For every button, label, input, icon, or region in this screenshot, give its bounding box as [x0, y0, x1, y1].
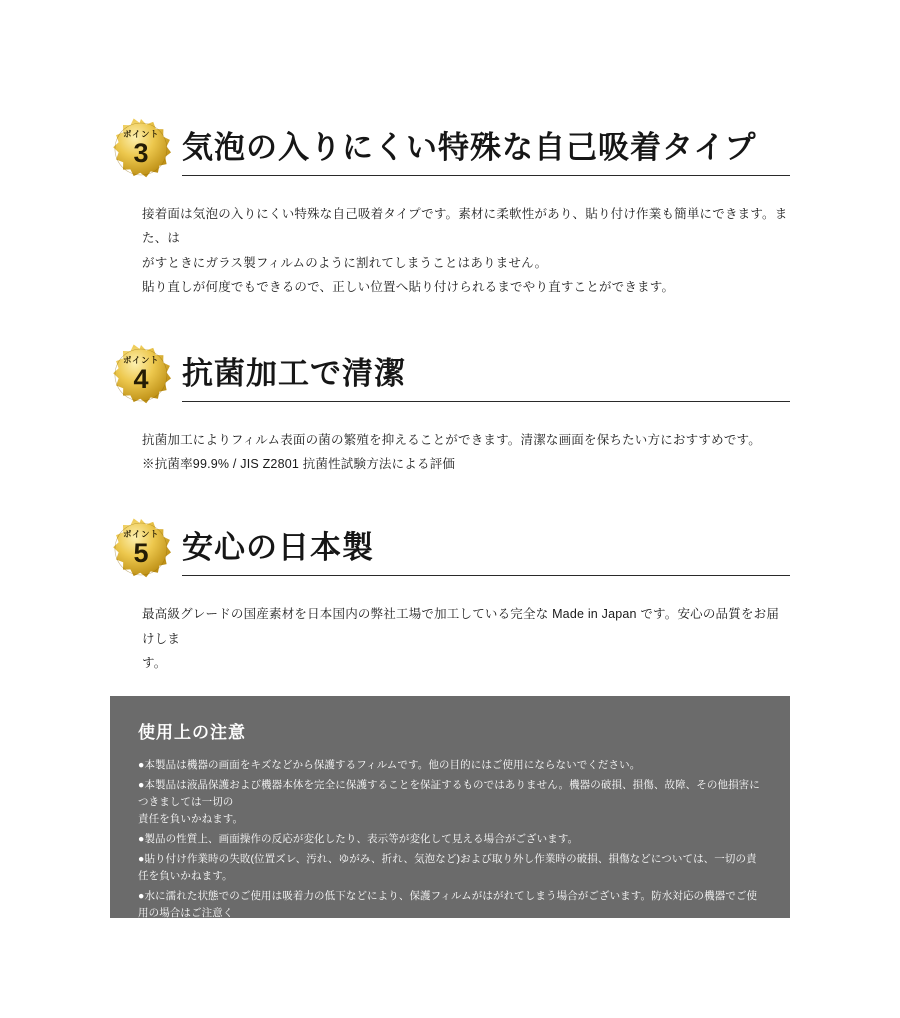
- body-line: がすときにガラス製フィルムのように割れてしまうことはありません。: [142, 255, 548, 270]
- list-item: [138, 757, 762, 774]
- point-section-4: [110, 344, 790, 477]
- point-section-3: [110, 118, 790, 300]
- body-line: 貼り直しが何度でもできるので、正しい位置へ貼り付けられるまでやり直すことができます。: [142, 280, 675, 295]
- point-headline-4: 抗菌加工で清潔: [182, 355, 406, 391]
- body-line: 接着面は気泡の入りにくい特殊な自己吸着タイプです。素材に柔軟性があり、貼り付け作業も簡単にできます。また、は: [142, 207, 788, 246]
- note-line: 責任を負いかねます。: [138, 813, 244, 825]
- usage-notes-panel: [110, 696, 790, 976]
- note-line: ●貼り付け作業時の失敗(位置ズレ、汚れ、ゆがみ、折れ、気泡など)および取り外し作業時の破損、損傷などについては、一切の責任を負いかねます。: [138, 853, 757, 882]
- usage-notes-title: 使用上の注意: [138, 723, 246, 742]
- point-section-5: [110, 518, 790, 675]
- note-line: ●品質向上のため、仕様などを予告なく変更する場合がございますので、予めご了承ください。: [138, 964, 590, 976]
- body-line: 最高級グレードの国産素材を日本国内の弊社工場で加工している完全な Made in Japan です。安心の品質をお届けしま: [142, 607, 780, 646]
- note-line: ●水に濡れた状態でのご使用は吸着力の低下などにより、保護フィルムがはがれてしまう場合がございます。防水対応の機器でご使用の場合はご注意く: [138, 890, 758, 919]
- note-line: ●製品の性質上、画面操作の反応が変化したり、表示等が変化して見える場合がございます。: [138, 833, 579, 845]
- product-feature-page: [0, 118, 900, 1018]
- point-badge-label-5: ポイント: [122, 529, 159, 540]
- point-headline-3: 気泡の入りにくい特殊な自己吸着タイプ: [182, 130, 757, 165]
- body-line: す。: [142, 656, 167, 670]
- point-badge-5: [110, 518, 172, 580]
- point-badge-number-3: 3: [133, 138, 149, 168]
- note-line: ださい。: [138, 924, 181, 936]
- point-body-4: [142, 428, 790, 477]
- point-headline-5: 安心の日本製: [182, 530, 374, 566]
- point-badge-label-4: ポイント: [122, 354, 159, 365]
- point-badge-number-5: 5: [133, 538, 149, 569]
- body-line: ※抗菌率99.9% / JIS Z2801 抗菌性試験方法による評価: [142, 456, 456, 471]
- point-badge-label-3: ポイント: [122, 129, 159, 139]
- point-rule-5: [182, 575, 790, 576]
- point-header-5: [110, 518, 790, 580]
- point-rule-3: [182, 175, 790, 176]
- list-item: [138, 831, 762, 848]
- point-badge-number-4: 4: [133, 363, 149, 394]
- point-rule-4: [182, 401, 790, 402]
- point-body-5: [142, 602, 790, 675]
- point-header-3: [110, 118, 790, 180]
- usage-notes-list: [138, 757, 762, 979]
- point-header-4: [110, 344, 790, 406]
- body-line: 抗菌加工によりフィルム表面の菌の繁殖を抑えることができます。清潔な画面を保ちたい方におすすめです。: [142, 432, 761, 447]
- list-item: [138, 888, 762, 939]
- note-line: ●本製品は液晶保護および機器本体を完全に保護することを保証するものではありません。機器の破損、損傷、故障、その他損害につきましては一切の: [138, 779, 760, 808]
- point-badge-3: [110, 118, 172, 180]
- list-item: [138, 942, 762, 959]
- point-badge-4: [110, 344, 172, 406]
- note-line: ●本製品は機器の画面をキズなどから保護するフィルムです。他の目的にはご使用にならないでください。: [138, 759, 641, 771]
- note-line: ●アルコール類やその他薬剤を本製品に付着させないでください。表面のコーティングや吸着面が変質するおそれがあります。: [138, 944, 736, 956]
- point-body-3: [142, 202, 790, 300]
- list-item: [138, 777, 762, 828]
- list-item: [138, 962, 762, 979]
- list-item: [138, 851, 762, 885]
